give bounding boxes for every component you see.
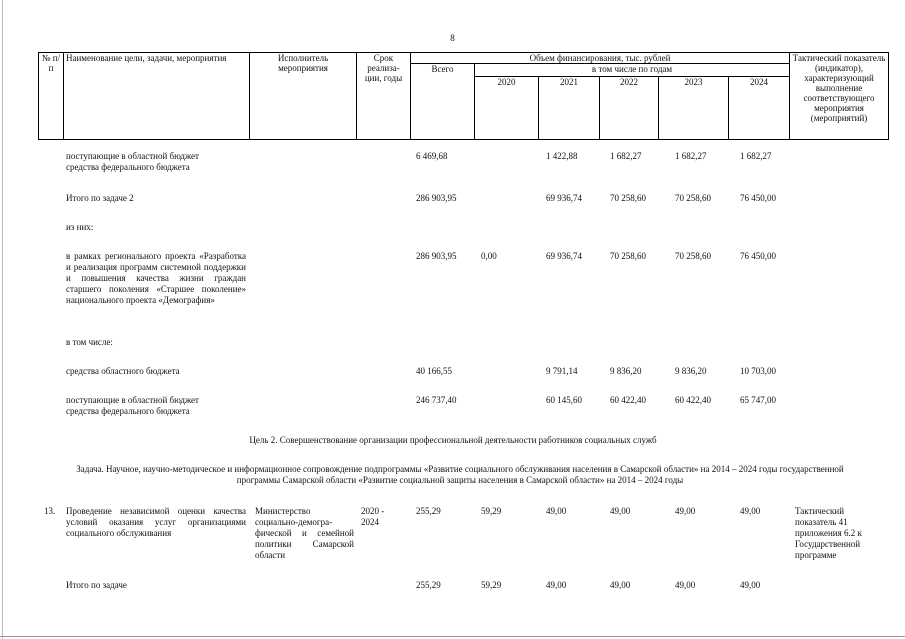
row-0-2024: 1 682,27	[740, 151, 772, 161]
scan-bottom-edge	[0, 636, 905, 637]
row-5-2024: 10 703,00	[740, 366, 776, 376]
row-1-2022: 70 258,60	[610, 193, 646, 203]
total-row-2021: 49,00	[546, 580, 567, 590]
row-3-2022: 70 258,60	[610, 251, 646, 261]
total-row-2020: 59,29	[481, 580, 502, 590]
row-6-2023: 60 422,40	[675, 395, 711, 405]
row-3-2020: 0,00	[481, 251, 497, 261]
row-1-2023: 70 258,60	[675, 193, 711, 203]
row-5-total: 40 166,55	[416, 366, 452, 376]
total-row-total: 255,29	[416, 580, 441, 590]
row-13-2024: 49,00	[740, 506, 761, 516]
header-term: Срок реализа-ции, годы	[357, 53, 411, 140]
row-13-name: Проведение независимой оценки качества условий оказания услуг организациями социального обслуживания	[66, 506, 246, 538]
row-0-2022: 1 682,27	[610, 151, 642, 161]
page-number: 8	[450, 33, 455, 43]
header-indicator: Тактический показатель (индикатор), характеризующий выполнение соответствующего мероприятия (мероприятий)	[790, 53, 889, 140]
header-year-2023: 2023	[659, 77, 729, 140]
row-6-2022: 60 422,40	[610, 395, 646, 405]
row-6-2021: 60 145,60	[546, 395, 582, 405]
total-row-2023: 49,00	[675, 580, 696, 590]
row-6-total: 246 737,40	[416, 395, 457, 405]
row-0-2023: 1 682,27	[675, 151, 707, 161]
header-year-2020: 2020	[475, 77, 539, 140]
scan-left-edge	[2, 0, 3, 639]
header-year-2021: 2021	[539, 77, 600, 140]
row-13-2021: 49,00	[546, 506, 567, 516]
row-5-2022: 9 836,20	[610, 366, 642, 376]
total-row-2024: 49,00	[740, 580, 761, 590]
row-1-2021: 69 936,74	[546, 193, 582, 203]
row-6-name: поступающие в областной бюджет средства федерального бюджета	[66, 395, 199, 416]
row-0-total: 6 469,68	[416, 151, 448, 161]
table-header	[38, 52, 889, 140]
row-1-total: 286 903,95	[416, 193, 457, 203]
row-13-indicator: Тактический показатель 41 приложения 6.2 к Государственной программе	[795, 506, 862, 560]
row-5-2021: 9 791,14	[546, 366, 578, 376]
row-3-2021: 69 936,74	[546, 251, 582, 261]
task-heading: Задача. Научное, научно-методическое и информационное сопровождение подпрограммы «Развитие социального обслуживания населения в Самарской области» на 2014 – 2024 годы государственной программы Самарской области «Развитие социальной защиты населения в Самарской области» на 2014 – 2024 годы	[76, 464, 844, 485]
row-13-total: 255,29	[416, 506, 441, 516]
row-5-name: средства областного бюджета	[66, 366, 180, 376]
row-13-2023: 49,00	[675, 506, 696, 516]
header-name: Наименование цели, задачи, мероприятия	[64, 53, 250, 140]
row-2-name: из них:	[66, 222, 94, 232]
header-year-2022: 2022	[600, 77, 659, 140]
header-executor: Исполнитель мероприятия	[250, 53, 357, 140]
row-4-name: в том числе:	[66, 337, 113, 347]
row-13-executor: Министерство социально-демогра-фической и семейной политики Самарской области	[255, 506, 354, 560]
header-financing: Объем финансирования, тыс. рублей	[411, 53, 790, 64]
row-13-term: 2020 - 2024	[361, 506, 385, 527]
header-num: № п/п	[39, 53, 64, 140]
row-3-name: в рамках регионального проекта «Разработка и реализация программ системной поддержки и повышения качества жизни граждан старшего поколения «Старшее поколение» национального проекта «Демография»	[66, 251, 246, 305]
row-3-2023: 70 258,60	[675, 251, 711, 261]
row-6-2024: 65 747,00	[740, 395, 776, 405]
row-13-2020: 59,29	[481, 506, 502, 516]
header-total: Всего	[411, 64, 475, 140]
row-5-2023: 9 836,20	[675, 366, 707, 376]
row-0-2021: 1 422,88	[546, 151, 578, 161]
row-1-2024: 76 450,00	[740, 193, 776, 203]
row-3-total: 286 903,95	[416, 251, 457, 261]
row-3-2024: 76 450,00	[740, 251, 776, 261]
total-row-name: Итого по задаче	[66, 580, 127, 590]
row-1-name: Итого по задаче 2	[66, 193, 134, 203]
row-0-name: поступающие в областной бюджет средства федерального бюджета	[66, 151, 199, 172]
goal-heading: Цель 2. Совершенствование организации профессиональной деятельности работников социальных служб	[249, 435, 657, 445]
header-by-years: в том числе по годам	[475, 64, 790, 77]
row-13-2022: 49,00	[610, 506, 631, 516]
total-row-2022: 49,00	[610, 580, 631, 590]
row-13-num: 13.	[44, 506, 56, 516]
header-year-2024: 2024	[729, 77, 790, 140]
